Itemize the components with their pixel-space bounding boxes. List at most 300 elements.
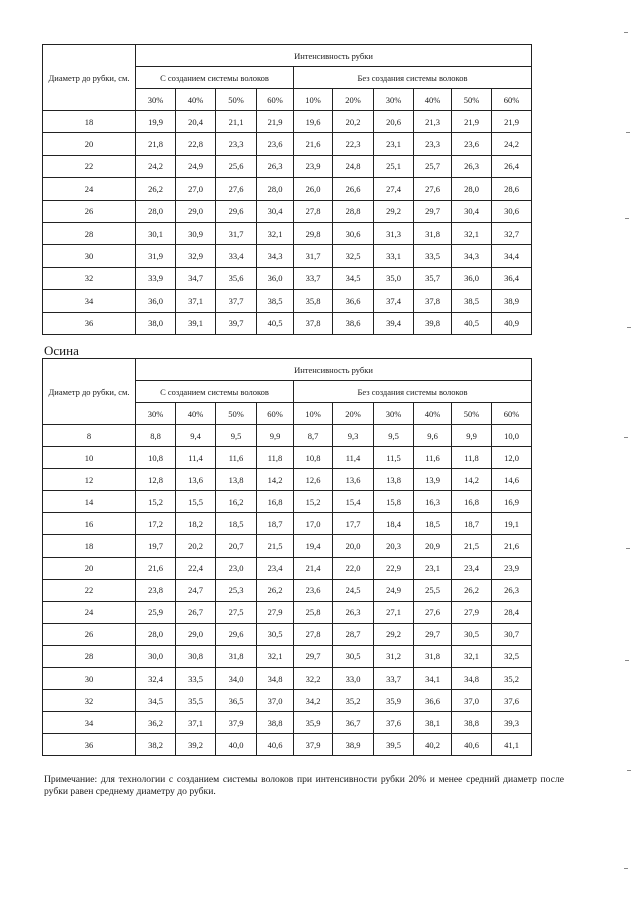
value-cell: 24,7 [176,579,216,601]
value-cell: 9,3 [333,425,374,447]
value-cell: 36,6 [333,290,374,312]
value-cell: 20,9 [414,535,452,557]
value-cell: 21,5 [452,535,492,557]
header-percent-without: 30% [374,89,414,111]
value-cell: 17,2 [136,513,176,535]
header-with-system: С созданием системы волоков [136,381,294,403]
header-percent-without: 60% [492,89,532,111]
value-cell: 38,2 [136,734,176,756]
value-cell: 30,1 [136,222,176,244]
value-cell: 29,0 [176,623,216,645]
table-row [43,579,532,601]
table-row [43,312,532,334]
diameter-cell: 32 [43,690,136,712]
diameter-cell: 36 [43,312,136,334]
value-cell: 15,5 [176,491,216,513]
value-cell: 14,6 [492,469,532,491]
value-cell: 29,6 [216,200,257,222]
diameter-cell: 24 [43,601,136,623]
value-cell: 18,5 [216,513,257,535]
table-row [43,290,532,312]
value-cell: 18,5 [414,513,452,535]
value-cell: 27,6 [414,178,452,200]
value-cell: 28,0 [136,623,176,645]
table-row [43,133,532,155]
value-cell: 40,2 [414,734,452,756]
value-cell: 34,8 [452,668,492,690]
value-cell: 13,9 [414,469,452,491]
value-cell: 19,9 [136,111,176,133]
value-cell: 33,7 [294,267,333,289]
value-cell: 33,9 [136,267,176,289]
value-cell: 29,0 [176,200,216,222]
value-cell: 35,2 [492,668,532,690]
table-row [43,469,532,491]
value-cell: 23,6 [257,133,294,155]
value-cell: 38,5 [257,290,294,312]
table-row [43,712,532,734]
value-cell: 36,0 [452,267,492,289]
value-cell: 34,8 [257,668,294,690]
value-cell: 30,5 [257,623,294,645]
value-cell: 17,7 [333,513,374,535]
value-cell: 32,2 [294,668,333,690]
header-intensity: Интенсивность рубки [136,45,532,67]
value-cell: 40,5 [452,312,492,334]
value-cell: 35,5 [176,690,216,712]
table-row [43,557,532,579]
value-cell: 27,1 [374,601,414,623]
value-cell: 24,8 [333,155,374,177]
value-cell: 18,2 [176,513,216,535]
value-cell: 25,8 [294,601,333,623]
value-cell: 16,8 [452,491,492,513]
header-percent-without: 60% [492,403,532,425]
header-percent-without: 20% [333,89,374,111]
value-cell: 40,0 [216,734,257,756]
diameter-cell: 20 [43,133,136,155]
value-cell: 38,9 [492,290,532,312]
value-cell: 26,3 [492,579,532,601]
value-cell: 20,3 [374,535,414,557]
table-row [43,645,532,667]
value-cell: 21,9 [492,111,532,133]
value-cell: 31,2 [374,645,414,667]
table-row [43,447,532,469]
value-cell: 20,2 [333,111,374,133]
table-row [43,245,532,267]
value-cell: 39,2 [176,734,216,756]
value-cell: 35,8 [294,290,333,312]
value-cell: 37,4 [374,290,414,312]
header-percent-without: 10% [294,403,333,425]
value-cell: 34,5 [136,690,176,712]
value-cell: 38,0 [136,312,176,334]
diameter-cell: 8 [43,425,136,447]
value-cell: 34,7 [176,267,216,289]
value-cell: 26,6 [333,178,374,200]
value-cell: 28,0 [136,200,176,222]
value-cell: 26,3 [333,601,374,623]
value-cell: 34,0 [216,668,257,690]
value-cell: 32,5 [492,645,532,667]
value-cell: 36,6 [414,690,452,712]
value-cell: 23,0 [216,557,257,579]
header-percent-without: 40% [414,403,452,425]
value-cell: 33,1 [374,245,414,267]
value-cell: 20,7 [216,535,257,557]
value-cell: 36,5 [216,690,257,712]
value-cell: 34,3 [257,245,294,267]
value-cell: 18,4 [374,513,414,535]
value-cell: 21,9 [452,111,492,133]
value-cell: 29,6 [216,623,257,645]
value-cell: 11,6 [414,447,452,469]
value-cell: 35,6 [216,267,257,289]
value-cell: 19,7 [136,535,176,557]
value-cell: 40,6 [452,734,492,756]
value-cell: 24,9 [176,155,216,177]
value-cell: 13,6 [333,469,374,491]
value-cell: 25,6 [216,155,257,177]
table-upper [42,44,532,335]
diameter-cell: 12 [43,469,136,491]
value-cell: 37,0 [257,690,294,712]
diameter-cell: 18 [43,111,136,133]
value-cell: 27,6 [414,601,452,623]
table-row [43,222,532,244]
value-cell: 15,8 [374,491,414,513]
value-cell: 20,0 [333,535,374,557]
diameter-cell: 32 [43,267,136,289]
value-cell: 32,1 [257,645,294,667]
value-cell: 29,7 [414,200,452,222]
value-cell: 32,9 [176,245,216,267]
header-percent-with: 60% [257,403,294,425]
value-cell: 26,2 [136,178,176,200]
value-cell: 23,6 [452,133,492,155]
value-cell: 36,7 [333,712,374,734]
value-cell: 37,6 [374,712,414,734]
section-title: Осина [44,343,79,358]
value-cell: 34,4 [492,245,532,267]
value-cell: 23,6 [294,579,333,601]
table-body [43,425,532,756]
header-diameter: Диаметр до рубки, см. [43,45,136,111]
value-cell: 13,8 [216,469,257,491]
value-cell: 22,9 [374,557,414,579]
diameter-cell: 36 [43,734,136,756]
diameter-cell: 26 [43,623,136,645]
value-cell: 26,4 [492,155,532,177]
value-cell: 34,5 [333,267,374,289]
value-cell: 32,4 [136,668,176,690]
value-cell: 39,5 [374,734,414,756]
value-cell: 20,6 [374,111,414,133]
value-cell: 24,2 [136,155,176,177]
value-cell: 33,7 [374,668,414,690]
value-cell: 30,4 [452,200,492,222]
value-cell: 40,9 [492,312,532,334]
value-cell: 27,9 [452,601,492,623]
scan-edge-mark [627,327,631,328]
value-cell: 38,8 [452,712,492,734]
value-cell: 21,1 [216,111,257,133]
table-body [43,111,532,335]
value-cell: 30,9 [176,222,216,244]
value-cell: 25,3 [216,579,257,601]
value-cell: 23,9 [294,155,333,177]
header-percent-without: 10% [294,89,333,111]
value-cell: 19,1 [492,513,532,535]
diameter-cell: 14 [43,491,136,513]
value-cell: 30,4 [257,200,294,222]
value-cell: 29,2 [374,200,414,222]
table-row [43,155,532,177]
value-cell: 41,1 [492,734,532,756]
value-cell: 37,1 [176,290,216,312]
table-row [43,535,532,557]
value-cell: 27,6 [216,178,257,200]
header-percent-with: 40% [176,89,216,111]
value-cell: 9,6 [414,425,452,447]
header-percent-without: 40% [414,89,452,111]
value-cell: 15,2 [136,491,176,513]
value-cell: 9,5 [374,425,414,447]
value-cell: 27,8 [294,200,333,222]
value-cell: 39,7 [216,312,257,334]
value-cell: 25,1 [374,155,414,177]
value-cell: 28,6 [492,178,532,200]
value-cell: 11,4 [333,447,374,469]
value-cell: 23,4 [257,557,294,579]
value-cell: 21,8 [136,133,176,155]
value-cell: 40,6 [257,734,294,756]
table-row [43,690,532,712]
value-cell: 23,3 [216,133,257,155]
footnote: Примечание: для технологии с созданием системы волоков при интенсивности рубки 20% и менее средний диаметр после рубки равен среднему диаметру до рубки. [44,774,564,797]
value-cell: 21,3 [414,111,452,133]
value-cell: 33,5 [414,245,452,267]
value-cell: 16,9 [492,491,532,513]
value-cell: 28,0 [257,178,294,200]
table-row [43,623,532,645]
value-cell: 26,3 [257,155,294,177]
header-percent-without: 20% [333,403,374,425]
value-cell: 31,9 [136,245,176,267]
diameter-cell: 34 [43,290,136,312]
table-row [43,491,532,513]
table-aspen [42,358,532,756]
header-diameter: Диаметр до рубки, см. [43,359,136,425]
value-cell: 32,5 [333,245,374,267]
value-cell: 8,7 [294,425,333,447]
value-cell: 21,5 [257,535,294,557]
table-row [43,601,532,623]
value-cell: 27,4 [374,178,414,200]
scan-edge-mark [624,868,628,869]
value-cell: 17,0 [294,513,333,535]
value-cell: 33,0 [333,668,374,690]
header-without-system: Без создания системы волоков [294,67,532,89]
value-cell: 26,3 [452,155,492,177]
value-cell: 29,8 [294,222,333,244]
value-cell: 21,6 [492,535,532,557]
scan-edge-mark [625,660,629,661]
value-cell: 29,2 [374,623,414,645]
value-cell: 9,9 [452,425,492,447]
value-cell: 23,4 [452,557,492,579]
value-cell: 27,9 [257,601,294,623]
value-cell: 23,9 [492,557,532,579]
value-cell: 11,8 [257,447,294,469]
value-cell: 31,7 [216,222,257,244]
value-cell: 31,3 [374,222,414,244]
value-cell: 14,2 [257,469,294,491]
scan-edge-mark [626,548,630,549]
value-cell: 35,9 [374,690,414,712]
value-cell: 34,1 [414,668,452,690]
table-row [43,513,532,535]
value-cell: 29,7 [414,623,452,645]
value-cell: 37,7 [216,290,257,312]
value-cell: 18,7 [452,513,492,535]
value-cell: 18,7 [257,513,294,535]
value-cell: 30,6 [333,222,374,244]
header-percent-with: 40% [176,403,216,425]
value-cell: 22,3 [333,133,374,155]
value-cell: 13,6 [176,469,216,491]
value-cell: 39,8 [414,312,452,334]
diameter-cell: 20 [43,557,136,579]
table-row [43,111,532,133]
value-cell: 34,3 [452,245,492,267]
value-cell: 38,6 [333,312,374,334]
value-cell: 11,5 [374,447,414,469]
value-cell: 28,7 [333,623,374,645]
table-row [43,425,532,447]
diameter-cell: 16 [43,513,136,535]
value-cell: 32,1 [452,222,492,244]
value-cell: 12,6 [294,469,333,491]
value-cell: 10,8 [294,447,333,469]
value-cell: 24,2 [492,133,532,155]
value-cell: 37,9 [216,712,257,734]
value-cell: 28,0 [452,178,492,200]
value-cell: 27,5 [216,601,257,623]
value-cell: 22,0 [333,557,374,579]
diameter-cell: 10 [43,447,136,469]
header-with-system: С созданием системы волоков [136,67,294,89]
value-cell: 32,7 [492,222,532,244]
value-cell: 20,4 [176,111,216,133]
value-cell: 9,9 [257,425,294,447]
value-cell: 10,0 [492,425,532,447]
value-cell: 39,1 [176,312,216,334]
diameter-cell: 34 [43,712,136,734]
value-cell: 11,4 [176,447,216,469]
value-cell: 38,9 [333,734,374,756]
value-cell: 31,7 [294,245,333,267]
header-percent-with: 30% [136,403,176,425]
value-cell: 21,6 [136,557,176,579]
scan-edge-mark [626,132,630,133]
value-cell: 37,8 [294,312,333,334]
header-percent-with: 30% [136,89,176,111]
scan-edge-mark [624,32,628,33]
value-cell: 35,2 [333,690,374,712]
value-cell: 36,0 [257,267,294,289]
value-cell: 37,1 [176,712,216,734]
value-cell: 21,6 [294,133,333,155]
value-cell: 36,0 [136,290,176,312]
value-cell: 14,2 [452,469,492,491]
value-cell: 25,9 [136,601,176,623]
value-cell: 35,7 [414,267,452,289]
value-cell: 37,6 [492,690,532,712]
diameter-cell: 28 [43,645,136,667]
diameter-cell: 18 [43,535,136,557]
value-cell: 9,4 [176,425,216,447]
value-cell: 16,2 [216,491,257,513]
value-cell: 11,6 [216,447,257,469]
value-cell: 22,4 [176,557,216,579]
value-cell: 21,4 [294,557,333,579]
value-cell: 23,1 [374,133,414,155]
value-cell: 11,8 [452,447,492,469]
header-percent-with: 60% [257,89,294,111]
diameter-cell: 22 [43,155,136,177]
value-cell: 35,0 [374,267,414,289]
header-without-system: Без создания системы волоков [294,381,532,403]
header-percent-without: 50% [452,89,492,111]
value-cell: 33,4 [216,245,257,267]
value-cell: 24,5 [333,579,374,601]
value-cell: 39,3 [492,712,532,734]
value-cell: 26,0 [294,178,333,200]
value-cell: 31,8 [414,222,452,244]
value-cell: 20,2 [176,535,216,557]
value-cell: 27,8 [294,623,333,645]
value-cell: 23,1 [414,557,452,579]
value-cell: 37,0 [452,690,492,712]
value-cell: 19,6 [294,111,333,133]
value-cell: 32,1 [452,645,492,667]
value-cell: 30,8 [176,645,216,667]
value-cell: 8,8 [136,425,176,447]
value-cell: 40,5 [257,312,294,334]
value-cell: 25,5 [414,579,452,601]
scan-edge-mark [627,770,631,771]
value-cell: 32,1 [257,222,294,244]
table-row [43,734,532,756]
value-cell: 28,4 [492,601,532,623]
scan-edge-mark [625,218,629,219]
value-cell: 16,8 [257,491,294,513]
table-row [43,200,532,222]
value-cell: 21,9 [257,111,294,133]
value-cell: 36,2 [136,712,176,734]
diameter-cell: 22 [43,579,136,601]
header-percent-with: 50% [216,89,257,111]
value-cell: 12,0 [492,447,532,469]
value-cell: 35,9 [294,712,333,734]
diameter-cell: 26 [43,200,136,222]
value-cell: 33,5 [176,668,216,690]
value-cell: 30,0 [136,645,176,667]
value-cell: 16,3 [414,491,452,513]
value-cell: 26,2 [452,579,492,601]
